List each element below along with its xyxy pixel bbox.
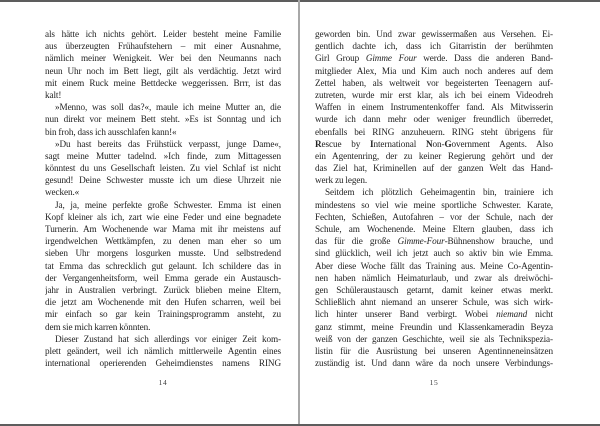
text-line: zuständig ist. Und dann wäre da noch unsere Verbindungs-	[315, 358, 553, 369]
text-line: das Ziel hat, Kriminellen auf der ganzen Welt das Hand-	[315, 163, 553, 174]
text-line: ein Agentenring, der zu keiner Regierung gehört und der	[315, 150, 553, 161]
text-line: international operierenden Geheimdienstes namens RING	[45, 358, 281, 369]
left-page-number: 14	[158, 378, 168, 387]
text-line: Aber diese Woche fällt das Training aus. Meine Co-Agentin-	[315, 260, 553, 271]
text-line: sind glücklich, weil ich jetzt auch so aktiv bin wie Emma.	[315, 248, 553, 259]
text-line: mir einfach so gar kein Trainingsprogramm ansteht, zu	[45, 309, 281, 320]
text-line: werk zu legen.	[315, 175, 368, 186]
text-line: Dieser Zustand hat sich allerdings vor einiger Zeit kom-	[55, 333, 281, 344]
text-line: wecken.«	[45, 187, 80, 198]
text-line: nämlich meiner Wenigkeit. Wer bei den Neumanns nach	[45, 53, 281, 64]
text-line: ebenfalls bei RING anzuheuern. RING steht übrigens für	[315, 126, 553, 137]
text-line: gentlich dachte ich, dass ich Gitarristin der berühmten	[315, 41, 553, 52]
text-line: jahr in Australien verbringt. Zurück blieben meine Eltern,	[45, 284, 281, 295]
right-page-text	[315, 28, 553, 369]
text-line: Fechten, Schießen, Autofahren – vor der Schule, nach der	[315, 211, 553, 222]
text-line: Rescue by International Non-Government Agents. Also	[315, 138, 553, 149]
text-line: mitglieder Alex, Mia und Kim auch noch anderes auf dem	[315, 65, 553, 76]
text-line: aus überzeugten Frühaufstehern – mit einer Ausnahme,	[45, 41, 281, 52]
text-line: nun direkt vor meinem Bett steht. »Es ist Sonntag und ich	[45, 114, 281, 125]
text-line: das für die große Gimme-Four-Bühnenshow brauche, und	[315, 236, 553, 247]
text-line: kalt!	[45, 89, 62, 100]
text-line: listin für die Ausrüstung bei unseren Agentinneneinsätzen	[315, 345, 553, 356]
text-line: bin froh, dass ich ausschlafen kann!«	[45, 126, 177, 137]
text-line: zutreten, wurde mir erst klar, als ich bei einem Videodreh	[315, 89, 553, 100]
text-line: gen Schüleraustausch getarnt, damit keiner etwas merkt.	[315, 284, 553, 295]
text-line: sieben Uhr morgens losgurken musste. Und selbstredend	[45, 248, 281, 259]
text-line: neun Uhr noch im Bett liegt, gilt als verdächtig. Jetzt wird	[45, 65, 281, 76]
text-line: »Menno, was soll das?«, maule ich meine Mutter an, die	[55, 102, 281, 113]
text-line: irgendwelchen Wettkämpfen, zu denen man eher so um	[45, 236, 281, 247]
text-line: wurde ich dann mehr oder weniger freundlich überredet,	[315, 114, 553, 125]
left-page-text	[45, 28, 281, 369]
text-line: könntest du uns Gesellschaft leisten. Zu viel Schlaf ist nicht	[45, 163, 281, 174]
text-line: Zettel haben, als weltweit vor begeisterten Teenagern auf-	[315, 77, 553, 88]
text-line: lich hinter unserer Band verbirgt. Wobei niemand nicht	[315, 309, 553, 320]
text-line: geworden bin. Und zwar gewissermaßen aus Versehen. Ei-	[315, 29, 553, 39]
text-line: mit einem Ruck meine Bettdecke weggerissen. Brrr, ist das	[45, 77, 281, 88]
text-line: Schließlich ahnt niemand an unserer Schule, was sich wirk-	[315, 297, 553, 308]
page-divider	[298, 0, 300, 426]
text-line: dem sie mich karren könnten.	[45, 321, 151, 332]
text-line: plett geändert, weil ich nämlich mittlerweile Agentin eines	[45, 345, 281, 356]
text-line: die jetzt am Wochenende mit den Hufen scharren, weil bei	[45, 297, 281, 308]
right-page-number: 15	[429, 378, 439, 387]
text-line: Ja, ja, meine perfekte große Schwester. Emma ist einen	[55, 199, 281, 210]
text-line: Waffen in einem Instrumentenkoffer fand. Als Mitwisserin	[315, 102, 553, 113]
text-line: weiß von der ganzen Geschichte, weil sie als Technikspezia-	[315, 333, 553, 344]
text-line: Girl Group Gimme Four werde. Dass die anderen Band-	[315, 53, 553, 64]
text-line: Kopf kleiner als ich, zart wie eine Feder und eine begnadete	[45, 211, 281, 222]
text-line: gesund! Deine Schwester musste ich um diese Uhrzeit nie	[45, 175, 281, 186]
text-line: Seitdem ich plötzlich Geheimagentin bin, trainiere ich	[325, 187, 553, 198]
text-line: ganz stimmt, meine Freundin und Klassenkameradin Beyza	[315, 321, 553, 332]
text-line: tat Emma das schrecklich gut gelaunt. Ich schildere das in	[45, 260, 281, 271]
text-line: »Du hast bereits das Frühstück verpasst, junge Dame«,	[55, 138, 281, 149]
text-line: Turnerin. Am Wochenende war Mama mit ihr meistens auf	[45, 224, 281, 234]
text-line: nen haben nämlich Heimaturlaub, und zwar als dreiwöchi-	[315, 272, 553, 283]
text-line: mindestens so viel wie meine sportliche Schwester. Karate,	[315, 199, 553, 210]
text-line: der Vergangenheitsform, weil Emma gerade ein Austausch-	[45, 272, 281, 283]
top-border	[0, 0, 600, 2]
text-line: als hätte ich nichts gehört. Leider besteht meine Familie	[45, 29, 281, 39]
text-line: sagt meine Mutter tadelnd. »Ich finde, zum Mittagessen	[45, 150, 281, 161]
text-line: Schule, am Wochenende. Meine Eltern glauben, dass ich	[315, 224, 553, 234]
